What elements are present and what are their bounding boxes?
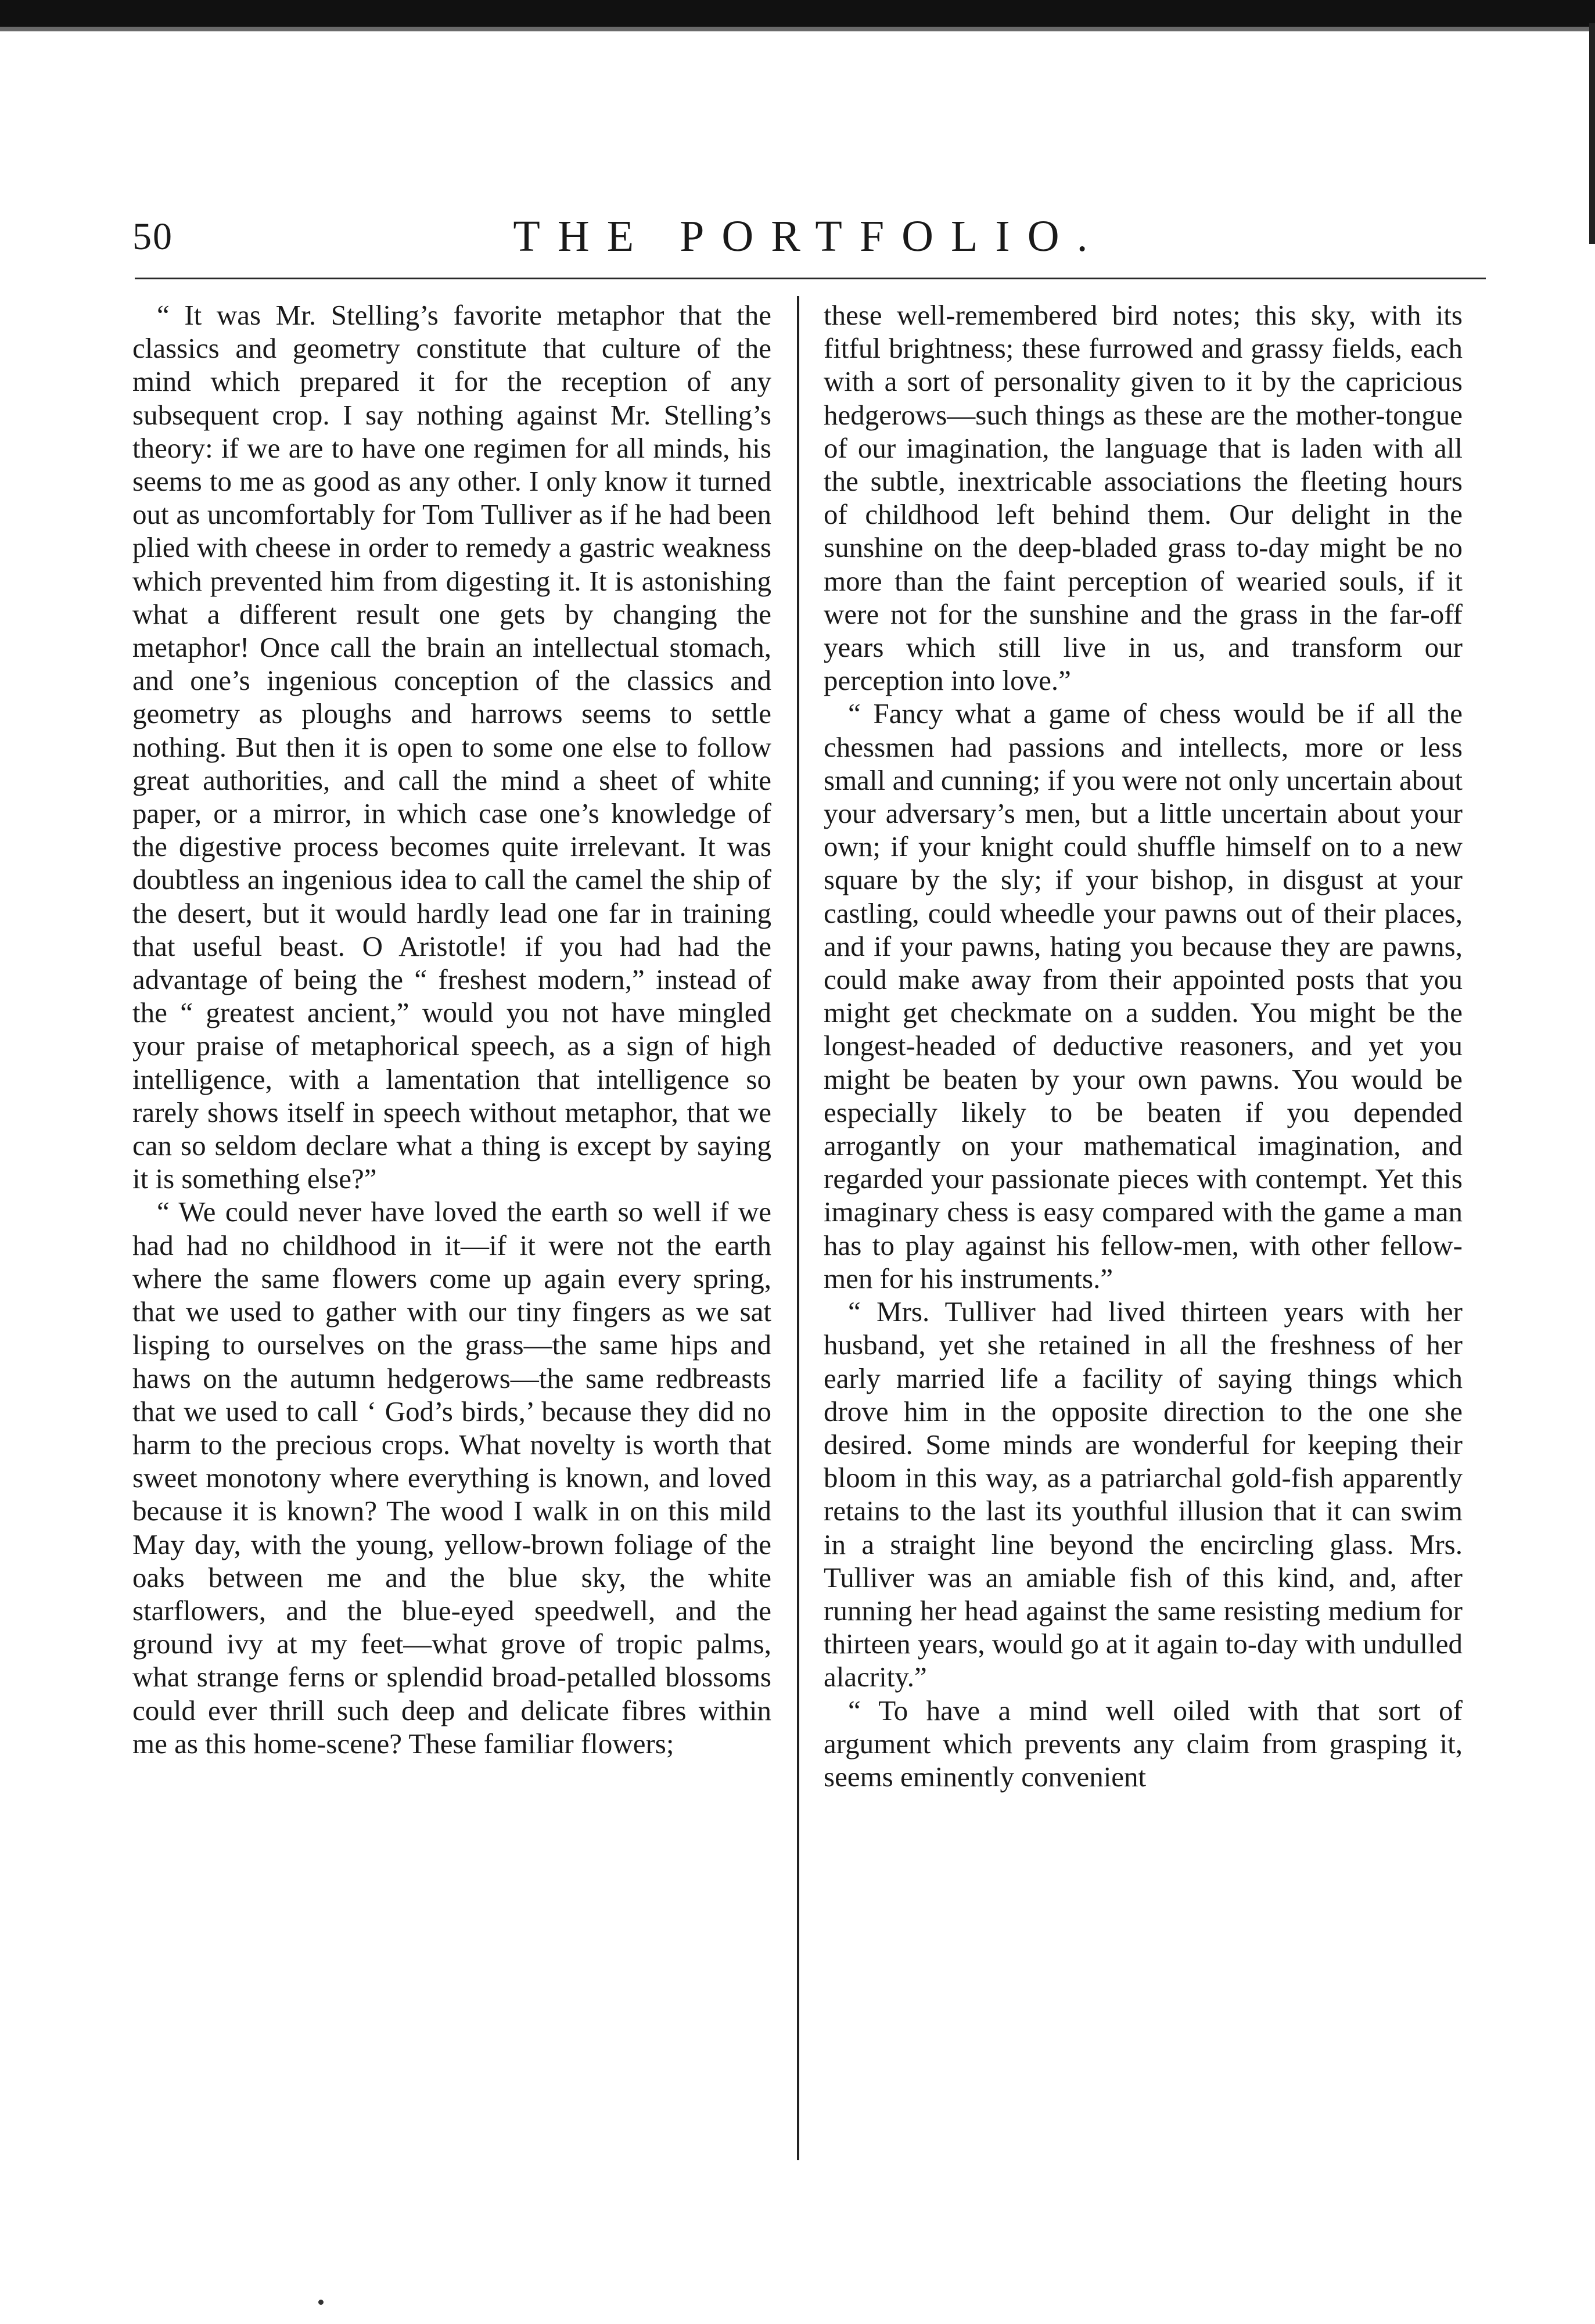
page-number: 50 (132, 215, 173, 258)
left-column (132, 298, 771, 2145)
column-divider (797, 296, 799, 2160)
page-edge-mark (1589, 23, 1595, 244)
paragraph-continuation: these well-remembered bird notes; this sky, with its fitful brightness; these furrowed and grassy fields, each with a sort of personality given to it by the capricious hedgerows—such things as these are the mother-tongue of our imagination, the language that is laden with all the subtle, inextricable associations the fleeting hours of childhood left behind them. Our delight in the sunshine on the deep-bladed grass to-day might be no more than the faint perception of wearied souls, if it were not for the sunshine and the grass in the far-off years which still live in us, and transform our perception into love.” (824, 299, 1463, 697)
header-rule (135, 278, 1486, 279)
paragraph: “ Mrs. Tulliver had lived thirteen years with her husband, yet she retained in all the freshness of her early married life a facility of saying things which drove him in the opposite direction to the one she desired. Some minds are wonderful for keeping their bloom in this way, as a patriarchal gold-fish apparently retains to the last its youthful illusion that it can swim in a straight line beyond the encircling glass. Mrs. Tulliver was an amiable fish of this kind, and, after running her head against the same resisting medium for thirteen years, would go at it again to-day with undulled alacrity.” (824, 1296, 1463, 1693)
paragraph: “ It was Mr. Stelling’s favorite metaphor that the classics and geometry constitute that culture of the mind which prepared it for the reception of any subsequent crop. I say nothing against Mr. Stelling’s theory: if we are to have one regimen for all minds, his seems to me as good as any other. I only know it turned out as uncomfortably for Tom Tulliver as if he had been plied with cheese in order to remedy a gastric weakness which prevented him from digesting it. It is astonishing what a different result one gets by changing the metaphor! Once call the brain an intellectual stomach, and one’s ingenious conception of the classics and geometry as ploughs and harrows seems to settle nothing. But then it is open to some one else to follow great authorities, and call the mind a sheet of white paper, or a mirror, in which case one’s knowledge of the digestive process becomes quite irrelevant. It was doubtless an ingenious idea to call the camel the ship of the desert, but it would hardly lead one far in training that useful beast. O Aristotle! if you had had the advantage of being the “ freshest modern,” instead of the “ greatest ancient,” would you not have mingled your praise of metaphorical speech, as a sign of high intelligence, with a lamentation that intelligence so rarely shows itself in speech without metaphor, that we can so seldom declare what a thing is except by saying it is something else?” (132, 299, 771, 1195)
ink-speck (318, 2300, 324, 2305)
running-header (132, 209, 1486, 273)
running-title: THE PORTFOLIO. (513, 212, 1105, 261)
top-border-rule (0, 0, 1595, 27)
paragraph: “ To have a mind well oiled with that sort of argument which prevents any claim from grasping it, seems eminently convenient (824, 1694, 1463, 1793)
top-border-shadow (0, 27, 1595, 31)
paragraph: “ We could never have loved the earth so well if we had had no childhood in it—if it were not the earth where the same flowers come up again every spring, that we used to gather with our tiny fingers as we sat lisping to ourselves on the grass—the same hips and haws on the autumn hedgerows—the same redbreasts that we used to call ‘ God’s birds,’ because they did no harm to the precious crops. What novelty is worth that sweet monotony where everything is known, and loved because it is known? The wood I walk in on this mild May day, with the young, yellow-brown foliage of the oaks between me and the blue sky, the white starflowers, and the blue-eyed speedwell, and the ground ivy at my feet—what grove of tropic palms, what strange ferns or splendid broad-petalled blossoms could ever thrill such deep and delicate fibres within me as this home-scene? These familiar flowers; (132, 1196, 771, 1760)
paragraph: “ Fancy what a game of chess would be if all the chessmen had passions and intellects, more or less small and cunning; if you were not only uncertain about your adversary’s men, but a little uncertain about your own; if your knight could shuffle himself on to a new square by the sly; if your bishop, in disgust at your castling, could wheedle your pawns out of their places, and if your pawns, hating you because they are pawns, could make away from their appointed posts that you might get checkmate on a sudden. You might be the longest-headed of deductive reasoners, and yet you might be beaten by your own pawns. You would be especially likely to be beaten if you depended arrogantly on your mathematical imagination, and regarded your passionate pieces with contempt. Yet this imaginary chess is easy compared with the game a man has to play against his fellow-men, with other fellow-men for his instruments.” (824, 697, 1463, 1294)
right-column (824, 298, 1463, 2145)
